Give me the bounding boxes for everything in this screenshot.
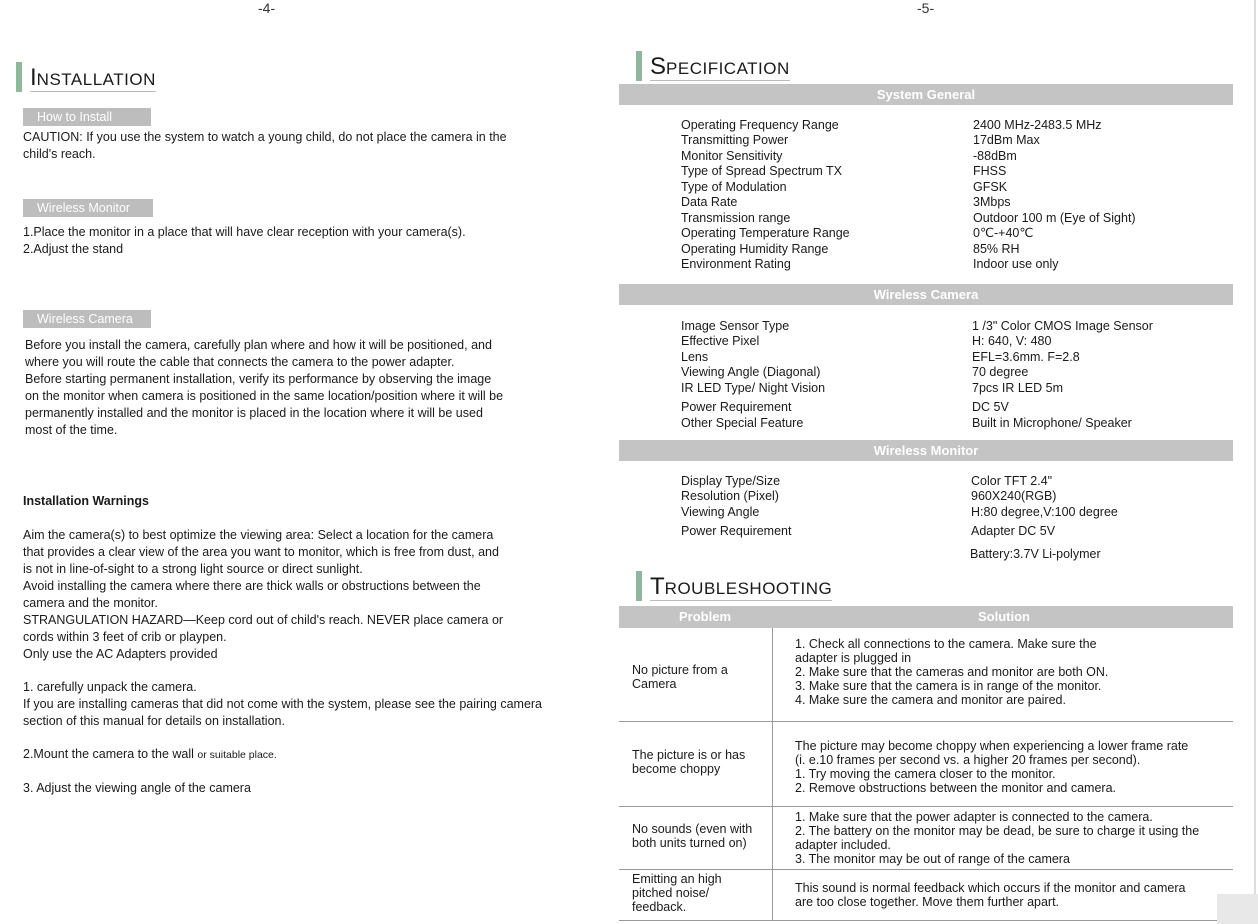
spec-label: Type of Spread Spectrum TX <box>681 164 842 178</box>
title-rest: NSTALLATION <box>36 70 156 89</box>
solution-cell: This sound is normal feedback which occurs if the monitor and camera are too close together. Move them further apart. <box>795 881 1186 909</box>
spec-value: Color TFT 2.4" <box>971 474 1053 488</box>
spec-value: 7pcs IR LED 5m <box>972 381 1064 395</box>
warnings-text: Aim the camera(s) to best optimize the viewing area: Select a location for the camera that provides a clear view of the area you want to monitor, which is free from dust, and is not in line-of-sight to a strong light source or direct sunlight. Avoid installing the camera where there are thick walls or obstructions between the camera and the monitor. STRANGULATION HAZARD—Keep cord out of child's reach. NEVER place camera or cords within 3 feet of crib or playpen. Only use the AC Adapters provided <box>23 528 504 661</box>
wireless-monitor-band: Wireless Monitor <box>619 440 1233 461</box>
spec-value: Built in Microphone/ Speaker <box>972 416 1132 430</box>
title-accent-bar <box>636 571 642 601</box>
spec-label: Operating Frequency Range <box>681 118 839 132</box>
title-accent-bar <box>16 62 22 92</box>
solution-cell: 1. Make sure that the power adapter is connected to the camera. 2. The battery on the monitor may be dead, be sure to charge it using the adapter included. 3. The monitor may be out of range of the camera <box>795 810 1200 866</box>
wireless-camera-band: Wireless Camera <box>619 284 1233 305</box>
title-initial: S <box>650 53 667 80</box>
spec-label: Type of Modulation <box>681 180 787 194</box>
spec-value: GFSK <box>973 180 1008 194</box>
title-initial: I <box>30 64 37 91</box>
spec-label: Power Requirement <box>681 524 792 538</box>
troubleshooting-header <box>619 606 1233 628</box>
spec-label: Power Requirement <box>681 400 792 414</box>
spec-value: Adapter DC 5V <box>971 524 1056 538</box>
solution-cell: 1. Check all connections to the camera. Make sure the adapter is plugged in 2. Make sure that the cameras and monitor are both ON. 3. Make sure that the camera is in range of the monitor. 4. Make sure the camera and monitor are paired. <box>795 637 1109 707</box>
solution-cell: The picture may become choppy when experiencing a lower frame rate (i. e.10 frames per second vs. a higher 20 frames per second). 1. Try moving the camera closer to the monitor. 2. Remove obstructions between the monitor and camera. <box>795 739 1189 795</box>
spec-value: 1 /3" Color CMOS Image Sensor <box>972 319 1153 333</box>
installation-title <box>16 62 156 92</box>
step-2-text: 2.Mount the camera to the wall <box>23 747 194 761</box>
table-row-divider <box>619 920 1233 921</box>
spec-label: Transmitting Power <box>681 133 789 147</box>
spec-label: IR LED Type/ Night Vision <box>681 381 826 395</box>
spec-label: Resolution (Pixel) <box>681 489 779 503</box>
spec-value: 85% RH <box>973 242 1020 256</box>
table-column-divider <box>772 628 773 920</box>
step-3: 3. Adjust the viewing angle of the camera <box>23 781 251 795</box>
specification-title <box>636 51 790 81</box>
spec-value: 17dBm Max <box>973 133 1040 147</box>
battery-spec: Battery:3.7V Li-polymer <box>970 547 1101 561</box>
spec-label: Display Type/Size <box>681 474 781 488</box>
table-row-divider <box>619 869 1233 870</box>
solution-header: Solution <box>978 609 1030 624</box>
wireless-camera-tag: Wireless Camera <box>23 310 151 328</box>
spec-label: Image Sensor Type <box>681 319 790 333</box>
spec-label: Lens <box>681 350 709 364</box>
spec-value: Outdoor 100 m (Eye of Sight) <box>973 211 1136 225</box>
page-number-right: -5- <box>917 0 935 16</box>
spec-label: Effective Pixel <box>681 334 760 348</box>
spec-value: FHSS <box>973 164 1007 178</box>
troubleshooting-title <box>636 571 832 601</box>
spec-value: Indoor use only <box>973 257 1059 271</box>
spec-label: Other Special Feature <box>681 416 804 430</box>
step-1-detail: If you are installing cameras that did not come with the system, please see the pairing camera section of this manual for details on installation. <box>23 697 543 728</box>
spec-value: 2400 MHz-2483.5 MHz <box>973 118 1102 132</box>
monitor-steps: 1.Place the monitor in a place that will have clear reception with your camera(s). 2.Adjust the stand <box>23 225 466 256</box>
title-accent-bar <box>636 51 642 81</box>
problem-cell: No sounds (even with both units turned on) <box>632 822 753 850</box>
step-1: 1. carefully unpack the camera. <box>23 680 197 694</box>
problem-cell: The picture is or has become choppy <box>632 748 746 776</box>
problem-header: Problem <box>679 609 732 624</box>
spec-label: Monitor Sensitivity <box>681 149 783 163</box>
caution-text: CAUTION: If you use the system to watch a young child, do not place the camera in the child's reach. <box>23 130 507 161</box>
spec-value: DC 5V <box>972 400 1009 414</box>
problem-cell: Emitting an high pitched noise/ feedback. <box>632 872 722 914</box>
warnings-heading: Installation Warnings <box>23 494 149 508</box>
how-to-install-tag: How to Install <box>23 108 151 126</box>
spec-value: H:80 degree,V:100 degree <box>971 505 1118 519</box>
table-row-divider <box>619 721 1233 722</box>
corner-fold <box>1217 894 1258 924</box>
spec-label: Environment Rating <box>681 257 791 271</box>
page-edge <box>1254 0 1256 924</box>
problem-cell: No picture from a Camera <box>632 663 728 691</box>
spec-label: Operating Temperature Range <box>681 226 850 240</box>
spec-label: Transmission range <box>681 211 791 225</box>
camera-install-text: Before you install the camera, carefully plan where and how it will be positioned, and where you will route the cable that connects the camera to the power adapter. Before starting permanent installation, verify its performance by observing the image on the monitor when camera is positioned in the same location/position where it will be permanently installed and the monitor is placed in the location where it will be used most of the time. <box>25 338 504 437</box>
spec-label: Viewing Angle <box>681 505 760 519</box>
step-2-small: or suitable place. <box>197 749 277 761</box>
spec-value: 70 degree <box>972 365 1029 379</box>
spec-value: 0℃-+40℃ <box>973 226 1034 240</box>
title-initial: T <box>650 573 665 600</box>
title-rest: ROUBLESHOOTING <box>664 579 833 598</box>
spec-value: EFL=3.6mm. F=2.8 <box>972 350 1080 364</box>
spec-label: Viewing Angle (Diagonal) <box>681 365 821 379</box>
wireless-monitor-tag: Wireless Monitor <box>23 199 153 217</box>
system-general-band: System General <box>619 84 1233 105</box>
title-rest: PECIFICATION <box>666 59 790 78</box>
spec-value: 3Mbps <box>973 195 1011 209</box>
table-row-divider <box>619 806 1233 807</box>
spec-label: Operating Humidity Range <box>681 242 829 256</box>
step-2 <box>23 746 277 764</box>
spec-value: H: 640, V: 480 <box>972 334 1052 348</box>
spec-label: Data Rate <box>681 195 738 209</box>
spec-value: -88dBm <box>973 149 1017 163</box>
spec-value: 960X240(RGB) <box>971 489 1057 503</box>
page-number-left: -4- <box>258 0 276 16</box>
